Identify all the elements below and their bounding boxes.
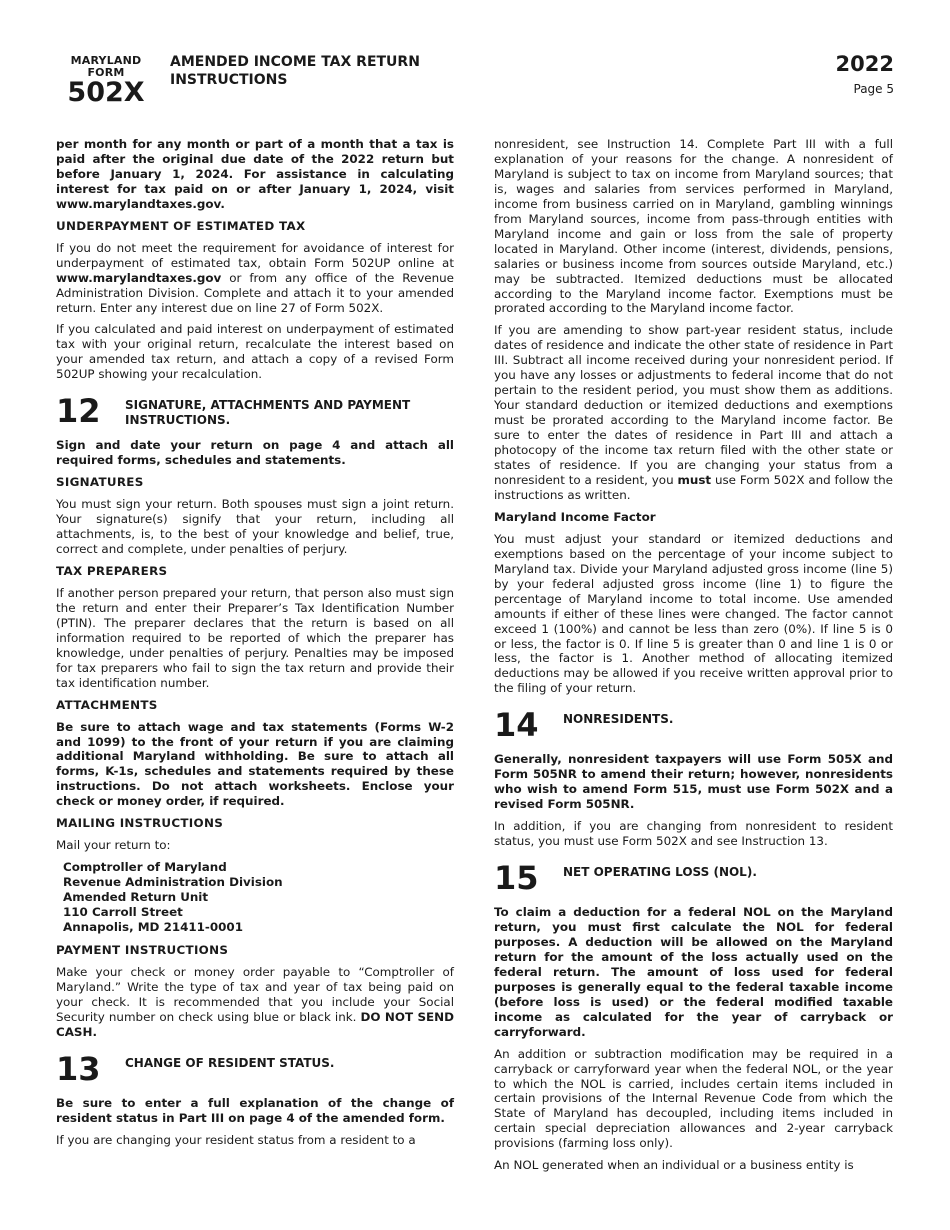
nonresidents-note: Generally, nonresident taxpayers will use Form 505X and Form 505NR to amend their return; however, nonresidents who wish to amend Form 515, must use Form 502X and a revised Form 505NR.: [494, 752, 893, 812]
address-line: Comptroller of Maryland: [63, 860, 227, 875]
nol-paragraph-2: An NOL generated when an individual or a business entity is: [494, 1158, 854, 1173]
section-number: 12: [56, 392, 101, 431]
section-14-heading: [494, 708, 893, 748]
interest-paragraph: per month for any month or part of a month that a tax is paid after the original due date of the 2022 return but before January 1, 2024. For assistance in calculating interest for tax paid on or after January 1, 2024, visit www.marylandtaxes.gov.: [56, 137, 454, 211]
part-year-paragraph: If you are amending to show part-year resident status, include dates of residence and indicate the other state of residence in Part III. Subtract all income received during your nonresident period. If you have any losses or adjustments to federal income that do not pertain to the resident period, you must show them as additions. Your standard deduction or itemized deductions and exemptions must be prorated according to the Maryland income factor. Be sure to enter the dates of residence in Part III and attach a photocopy of the income tax return filed with the other state or states of residence. If you are changing your status from a nonresident to a resident, you must use Form 502X and follow the instructions as written.: [494, 323, 893, 502]
form-state-label: [60, 55, 152, 79]
address-line: 110 Carroll Street: [63, 905, 183, 920]
website-link[interactable]: www.marylandtaxes.gov: [56, 270, 222, 285]
section-15-heading: [494, 861, 893, 901]
right-column: [494, 137, 893, 1180]
income-factor-heading: Maryland Income Factor: [494, 509, 656, 524]
resident-status-paragraph: If you are changing your resident status from a resident to a: [56, 1132, 416, 1147]
nol-note: To claim a deduction for a federal NOL on the Maryland return, you must first calculate the NOL for federal purposes. A deduction will be allowed on the Maryland return for the amount of the loss actually used on the federal return. The amount of loss used for federal purposes is generally equal to the federal taxable income (before loss is used) or the federal modified taxable income as calculated for the year of carryback or carryforward.: [494, 905, 893, 1039]
section-12-heading: [56, 394, 454, 434]
mailing-heading: MAILING INSTRUCTIONS: [56, 816, 224, 831]
payment-heading: PAYMENT INSTRUCTIONS: [56, 943, 229, 958]
state-label: MARYLAND: [70, 54, 142, 67]
sign-date-paragraph: Sign and date your return on page 4 and attach all required forms, schedules and statements.: [56, 438, 454, 468]
tax-preparers-heading: TAX PREPARERS: [56, 563, 168, 578]
section-number: 14: [494, 706, 539, 745]
signatures-paragraph: You must sign your return. Both spouses must sign a joint return. Your signature(s) signify that your return, including all attachments, is, to the best of your knowledge and belief, true, correct and complete, under penalties of perjury.: [56, 497, 454, 557]
no-cash-warning: DO NOT SEND CASH.: [56, 1009, 455, 1039]
nonresidents-paragraph: In addition, if you are changing from nonresident to resident status, you must use Form 502X and see Instruction 13.: [494, 819, 893, 849]
form-label: FORM: [87, 66, 125, 79]
underpayment-heading: UNDERPAYMENT OF ESTIMATED TAX: [56, 218, 306, 233]
tax-year: 2022: [835, 52, 894, 76]
attachments-paragraph: Be sure to attach wage and tax statements (Forms W-2 and 1099) to the front of your return if you are claiming additional Maryland withholding. Be sure to attach all forms, K-1s, schedules and statements required by these instructions. Do not attach worksheets. Enclose your check or money order, if required.: [56, 719, 454, 809]
address-line: Annapolis, MD 21411-0001: [63, 920, 243, 935]
page-number: Page 5: [853, 82, 894, 96]
title-line-1: AMENDED INCOME TAX RETURN: [170, 54, 420, 70]
payment-paragraph: Make your check or money order payable to “Comptroller of Maryland.” Write the type of tax and year of tax being paid on your check. It is recommended that you include your Social Security number on check using blue or black ink. DO NOT SEND CASH.: [56, 965, 455, 1039]
document-title: [170, 53, 470, 89]
underpayment-paragraph-1: If you do not meet the requirement for avoidance of interest for underpayment of estimated tax, obtain Form 502UP online at www.marylandtaxes.gov or from any office of the Revenue Administration Division. Complete and attach it to your amended return. Enter any interest due on line 27 of Form 502X.: [56, 240, 454, 315]
nol-paragraph-1: An addition or subtraction modification may be required in a carryback or carryforward year when the federal NOL, or the year to which the NOL is carried, includes certain items included in certain provisions of the Internal Revenue Code from which the State of Maryland has decoupled, including items included in certain special depreciation allowances and 2-year carryback provisions (farming loss only).: [494, 1046, 893, 1151]
nonresident-paragraph: nonresident, see Instruction 14. Complete Part III with a full explanation of your reasons for the change. A nonresident of Maryland is subject to tax on income from Maryland sources; that is, wages and salaries from services performed in Maryland, income from business carried on in Maryland, gambling winnings from Maryland sources, income from pass-through entities with Maryland income and gain or loss from the sale of property located in Maryland. Other income (interest, dividends, pensions, salaries or business income from sources outside Maryland, etc.) may be subtracted. Itemized deductions must be allocated according to the Maryland income factor. Exemptions must be prorated according to the Maryland income factor.: [494, 137, 893, 316]
section-title: SIGNATURE, ATTACHMENTS AND PAYMENT INSTRUCTIONS.: [125, 398, 411, 428]
signatures-heading: SIGNATURES: [56, 475, 144, 490]
attachments-heading: ATTACHMENTS: [56, 697, 158, 712]
resident-status-note: Be sure to enter a full explanation of the change of resident status in Part III on page 4 of the amended form.: [56, 1095, 454, 1125]
form-number: 502X: [67, 77, 145, 108]
left-column: [56, 137, 454, 1155]
mailing-address: [63, 860, 454, 935]
tax-preparers-paragraph: If another person prepared your return, that person also must sign the return and enter their Preparer’s Tax Identification Number (PTIN). The preparer declares that the return is based on all information required to be reported of which the preparer has knowledge, under penalties of perjury. Penalties may be imposed for tax preparers who fail to sign the tax return and provide their tax identification number.: [56, 585, 454, 690]
page-header: [0, 0, 950, 120]
mailing-intro: Mail your return to:: [56, 838, 171, 853]
section-number: 13: [56, 1049, 101, 1088]
section-13-heading: [56, 1049, 454, 1092]
underpayment-paragraph-2: If you calculated and paid interest on underpayment of estimated tax with your original return, recalculate the interest based on your amended tax return, and attach a copy of a revised Form 502UP showing your recalculation.: [56, 322, 454, 382]
section-title: CHANGE OF RESIDENT STATUS.: [125, 1055, 335, 1070]
address-line: Revenue Administration Division: [63, 875, 283, 890]
title-line-2: INSTRUCTIONS: [170, 72, 288, 88]
section-number: 15: [494, 859, 539, 898]
address-line: Amended Return Unit: [63, 890, 209, 905]
section-title: NONRESIDENTS.: [563, 712, 674, 727]
income-factor-paragraph: You must adjust your standard or itemized deductions and exemptions based on the percentage of your income subject to Maryland tax. Divide your Maryland adjusted gross income (line 5) by your federal adjusted gross income (line 1) to figure the percentage of Maryland income to total income. Use amended amounts if either of these lines were changed. The factor cannot exceed 1 (100%) and cannot be less than zero (0%). If line 5 is 0 or less, the factor is 0. If line 5 is greater than 0 and line 1 is 0 or less, the factor is 1. Another method of allocating itemized deductions may be allowed if you receive written approval prior to the filing of your return.: [494, 531, 893, 696]
section-title: NET OPERATING LOSS (NOL).: [563, 865, 757, 880]
